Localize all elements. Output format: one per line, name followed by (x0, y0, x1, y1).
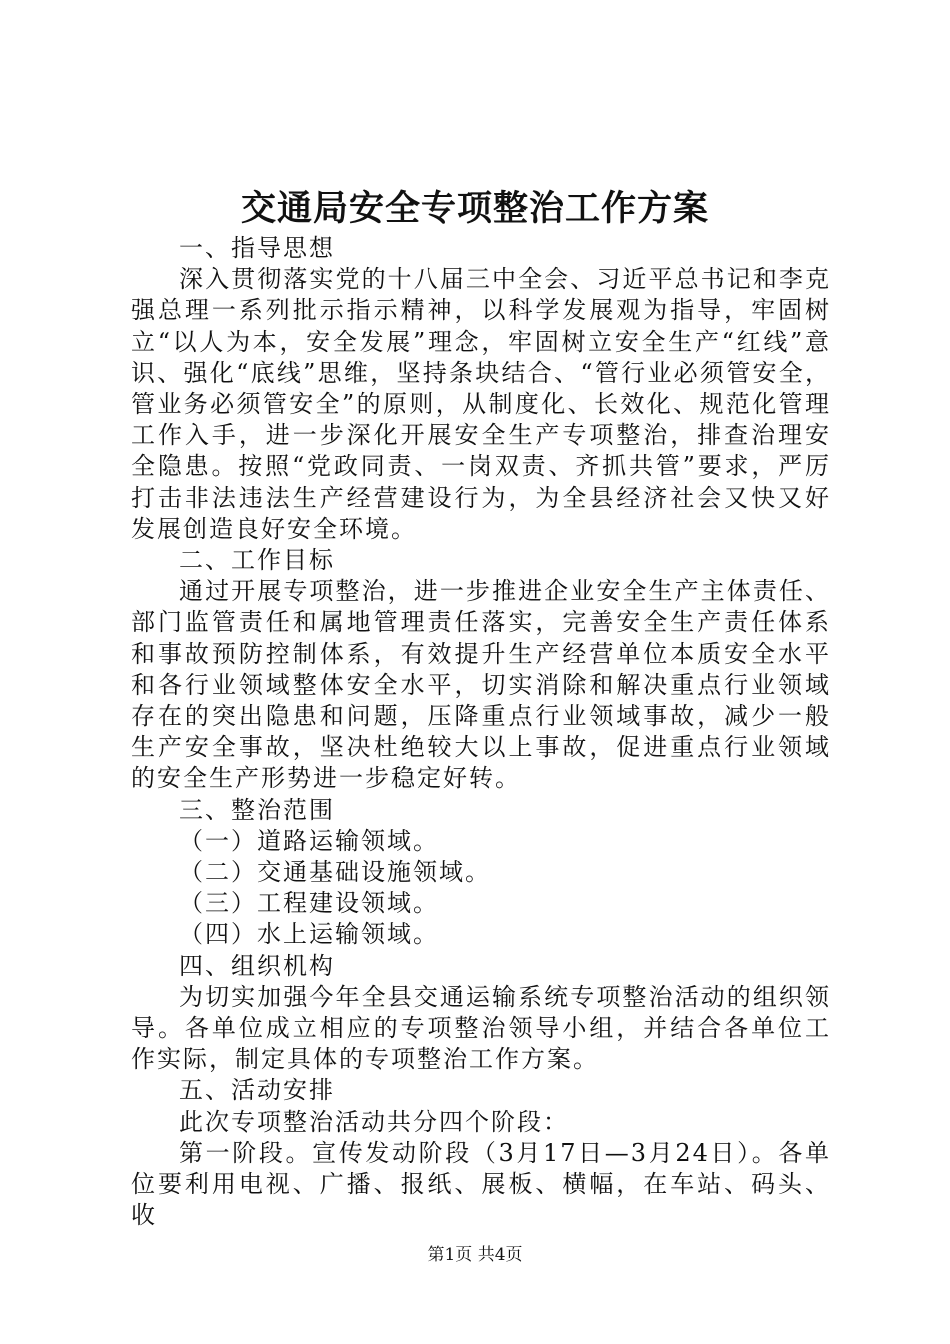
paragraph-activities-intro: 此次专项整治活动共分四个阶段： (179, 1107, 569, 1136)
document-body (131, 233, 831, 1232)
list-item-scope-1: （一）道路运输领域。 (179, 826, 439, 855)
section-heading-guiding-ideology: 一、指导思想 (179, 234, 335, 262)
section-heading-scope: 三、整治范围 (179, 795, 335, 824)
section-heading-activities: 五、活动安排 (179, 1076, 335, 1105)
paragraph-stage-one: 第一阶段。宣传发动阶段（3月17日—3月24日）。各单位要利用电视、广播、报纸、展板、横幅，在车站、码头、收 (131, 1138, 831, 1230)
section-heading-organization: 四、组织机构 (179, 951, 335, 980)
list-item-scope-2: （二）交通基础设施领域。 (179, 858, 491, 887)
paragraph-work-goals: 通过开展专项整治，进一步推进企业安全生产主体责任、部门监管责任和属地管理责任落实，完善安全生产责任体系和事故预防控制体系，有效提升生产经营单位本质安全水平和各行业领域整体安全水平，切实消除和解决重点行业领域存在的突出隐患和问题，压降重点行业领域事故，减少一般生产安全事故，坚决杜绝较大以上事故，促进重点行业领域的安全生产形势进一步稳定好转。 (131, 577, 831, 793)
paragraph-guiding-ideology: 深入贯彻落实党的十八届三中全会、习近平总书记和李克强总理一系列批示指示精神，以科学发展观为指导，牢固树立“以人为本，安全发展”理念，牢固树立安全生产“红线”意识、强化“底线”思维，坚持条块结合、“管行业必须管安全，管业务必须管安全”的原则，从制度化、长效化、规范化管理工作入手，进一步深化开展安全生产专项整治，排查治理安全隐患。按照“党政同责、一岗双责、齐抓共管”要求，严厉打击非法违法生产经营建设行为，为全县经济社会又快又好发展创造良好安全环境。 (131, 265, 831, 543)
paragraph-organization: 为切实加强今年全县交通运输系统专项整治活动的组织领导。各单位成立相应的专项整治领导小组，并结合各单位工作实际，制定具体的专项整治工作方案。 (131, 982, 831, 1074)
section-heading-work-goals: 二、工作目标 (179, 546, 335, 575)
list-item-scope-3: （三）工程建设领域。 (179, 889, 439, 918)
page-footer: 第1页 共4页 (427, 1245, 523, 1265)
document-title: 交通局安全专项整治工作方案 (240, 188, 709, 229)
list-item-scope-4: （四）水上运输领域。 (179, 920, 439, 949)
